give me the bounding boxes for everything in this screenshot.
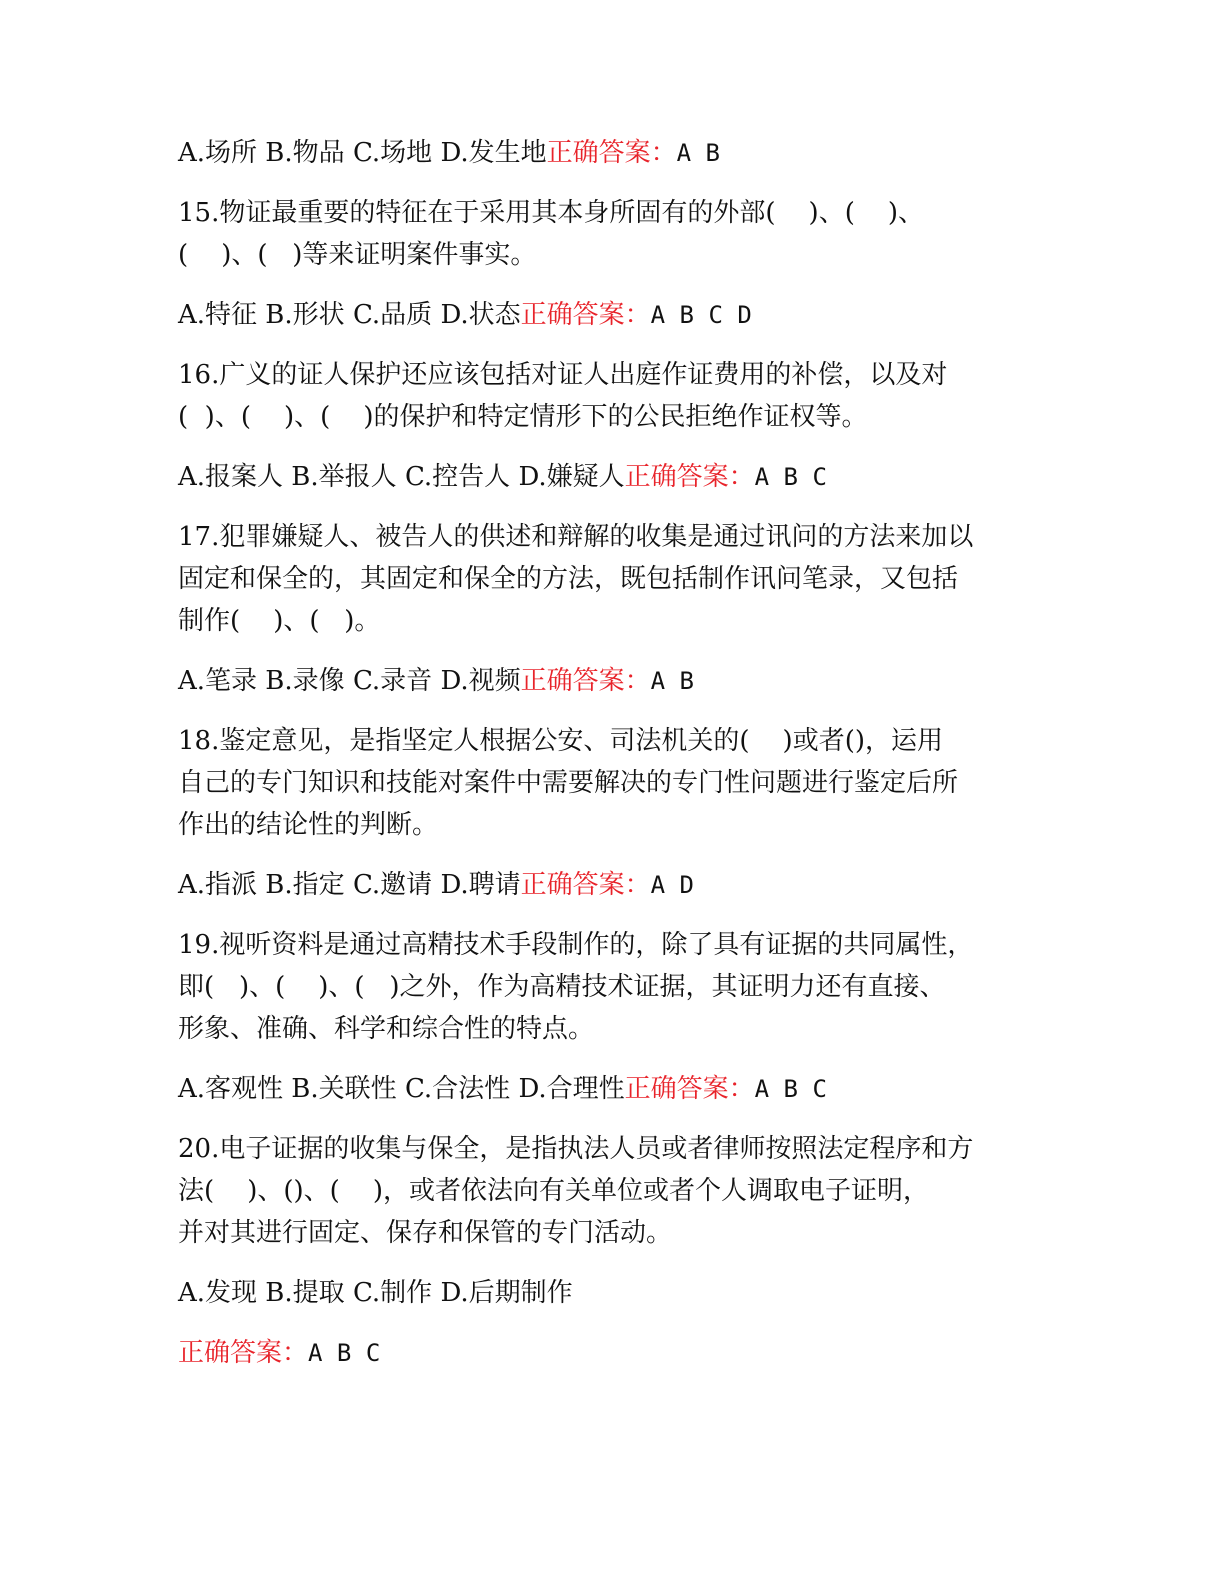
question-line: 15.物证最重要的特征在于采用其本身所固有的外部( )、( )、 xyxy=(178,198,925,228)
question-16 xyxy=(178,354,1078,438)
question-line: 固定和保全的，其固定和保全的方法，既包括制作讯问笔录，又包括 xyxy=(178,564,959,594)
options-text: A.指派 B.指定 C.邀请 D.聘请 xyxy=(178,870,521,900)
question-line: 20.电子证据的收集与保全，是指执法人员或者律师按照法定程序和方 xyxy=(178,1134,974,1164)
question-line: 法( )、()、( )，或者依法向有关单位或者个人调取电子证明， xyxy=(178,1176,929,1206)
options-line-16 xyxy=(178,456,1078,498)
question-line: 17.犯罪嫌疑人、被告人的供述和辩解的收集是通过讯问的方法来加以 xyxy=(178,522,974,552)
options-text: A.特征 B.形状 C.品质 D.状态 xyxy=(178,300,521,330)
options-line-15 xyxy=(178,294,1078,336)
question-20 xyxy=(178,1128,1078,1254)
question-line: 即( )、( )、( )之外，作为高精技术证据，其证明力还有直接、 xyxy=(178,972,946,1002)
question-line: 16.广义的证人保护还应该包括对证人出庭作证费用的补偿，以及对 xyxy=(178,360,948,390)
answer-value: A D xyxy=(650,871,694,899)
answer-label: 正确答案： xyxy=(520,666,651,696)
answer-label: 正确答案： xyxy=(178,1338,309,1368)
options-text: A.报案人 B.举报人 C.控告人 D.嫌疑人 xyxy=(178,462,625,492)
options-line-18 xyxy=(178,864,1078,906)
answer-label: 正确答案： xyxy=(624,1074,755,1104)
question-line: 自己的专门知识和技能对案件中需要解决的专门性问题进行鉴定后所 xyxy=(178,768,959,798)
question-line: 并对其进行固定、保存和保管的专门活动。 xyxy=(178,1218,673,1248)
document-page xyxy=(178,132,1078,1392)
question-17 xyxy=(178,516,1078,642)
answer-value: A B C xyxy=(754,463,827,491)
options-text: A.笔录 B.录像 C.录音 D.视频 xyxy=(178,666,521,696)
answer-label: 正确答案： xyxy=(520,870,651,900)
question-19 xyxy=(178,924,1078,1050)
question-line: 形象、准确、科学和综合性的特点。 xyxy=(178,1014,595,1044)
answer-value: A B C xyxy=(308,1339,381,1367)
question-line: 作出的结论性的判断。 xyxy=(178,810,439,840)
question-line: ( )、( )等来证明案件事实。 xyxy=(178,240,537,270)
answer-label: 正确答案： xyxy=(546,138,677,168)
options-line-20 xyxy=(178,1272,1078,1314)
options-line-14 xyxy=(178,132,1078,174)
options-line-17 xyxy=(178,660,1078,702)
question-18 xyxy=(178,720,1078,846)
answer-label: 正确答案： xyxy=(520,300,651,330)
question-line: ( )、( )、( )的保护和特定情形下的公民拒绝作证权等。 xyxy=(178,402,868,432)
options-text: A.发现 B.提取 C.制作 D.后期制作 xyxy=(178,1278,573,1308)
answer-value: A B C xyxy=(754,1075,827,1103)
options-text: A.场所 B.物品 C.场地 D.发生地 xyxy=(178,138,547,168)
answer-line-20 xyxy=(178,1332,1078,1374)
answer-value: A B xyxy=(676,139,720,167)
options-line-19 xyxy=(178,1068,1078,1110)
question-line: 18.鉴定意见，是指坚定人根据公安、司法机关的( )或者()，运用 xyxy=(178,726,943,756)
question-line: 19.视听资料是通过高精技术手段制作的，除了具有证据的共同属性， xyxy=(178,930,974,960)
answer-value: A B C D xyxy=(650,301,752,329)
question-line: 制作( )、( )。 xyxy=(178,606,381,636)
options-text: A.客观性 B.关联性 C.合法性 D.合理性 xyxy=(178,1074,625,1104)
question-15 xyxy=(178,192,1078,276)
answer-label: 正确答案： xyxy=(624,462,755,492)
answer-value: A B xyxy=(650,667,694,695)
